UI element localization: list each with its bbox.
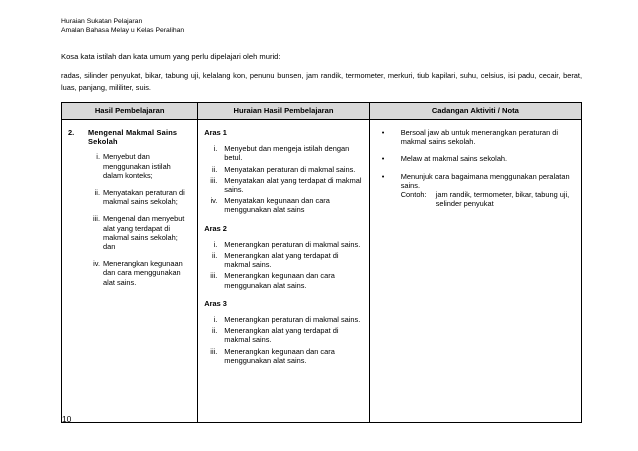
terms-list: radas, silinder penyukat, bikar, tabung uji, kelalang kon, penunu bunsen, jam randik, termometer, merkuri, tiub kapilari, suhu, celsius, isi padu, cecair, berat, luas, panjang, mililiter, suis. xyxy=(61,71,582,92)
col-header-outcomes: Hasil Pembelajaran xyxy=(62,103,198,120)
example-label: Contoh: xyxy=(400,190,427,200)
list-item: i. Menyebut dan mengeja istilah dengan betul. xyxy=(213,144,350,163)
page-number: 10 xyxy=(62,414,72,424)
aras-2-title: Aras 2 xyxy=(204,223,227,233)
col-header-description: Huraian Hasil Pembelajaran xyxy=(198,103,369,120)
example-line xyxy=(401,190,575,208)
list-item: ii. Menerangkan alat yang terdapat di makmal sains. xyxy=(211,326,339,345)
list-item: ii. Menerangkan alat yang terdapat di makmal sains. xyxy=(211,251,339,270)
col-header-activities: Cadangan Aktiviti / Nota xyxy=(369,103,581,120)
aras-3-title: Aras 3 xyxy=(204,298,227,308)
document-header xyxy=(61,17,184,35)
intro-text: Kosa kata istilah dan kata umum yang perlu dipelajari oleh murid: xyxy=(61,52,281,61)
list-item: i. Menyebut dan menggunakan istilah dalam konteks; xyxy=(96,152,171,180)
list-item: • Bersoal jaw ab untuk menerangkan peraturan di makmal sains sekolah. xyxy=(381,128,559,147)
bullet-icon: • xyxy=(381,154,385,164)
section-title: Mengenal Makmal Sains Sekolah xyxy=(88,128,178,147)
list-item: iv. Menerangkan kegunaan dan cara menggunakan alat sains. xyxy=(93,259,183,287)
section-number: 2. xyxy=(68,128,75,137)
list-item: iii. Mengenal dan menyebut alat yang terdapat di makmal sains sekolah; dan xyxy=(93,214,185,252)
table-header-row xyxy=(62,103,582,120)
outcomes-cell xyxy=(62,120,198,423)
header-line-1: Huraian Sukatan Pelajaran xyxy=(61,18,143,25)
list-item: ii. Menyatakan peraturan di makmal sains sekolah; xyxy=(94,188,185,207)
aras-1-title: Aras 1 xyxy=(204,128,227,137)
list-item: iii. Menyatakan alat yang terdapat di makmal sains. xyxy=(210,175,362,195)
list-item: i. Menerangkan peraturan di makmal sains. xyxy=(213,239,361,249)
list-item: iii. Menerangkan kegunaan dan cara menggunakan alat sains. xyxy=(210,271,335,290)
syllabus-table xyxy=(61,102,582,423)
bullet-icon: • xyxy=(381,171,385,181)
header-line-2: Amalan Bahasa Melay u Kelas Peralihan xyxy=(61,27,185,34)
description-cell xyxy=(198,120,369,423)
list-item: iii. Menerangkan kegunaan dan cara menggunakan alat sains. xyxy=(210,346,335,365)
bullet-icon: • xyxy=(381,128,385,137)
list-item: • Menunjuk cara bagaimana menggunakan peralatan sains. Contoh: jam randik, termometer, bikar, tabung uji, selinder penyukat xyxy=(376,172,575,209)
table-row xyxy=(62,120,582,423)
list-item: iv. Menyatakan kegunaan dan cara menggunakan alat sains xyxy=(210,196,330,215)
list-item: ii. Menyatakan peraturan di makmal sains. xyxy=(211,164,356,174)
activities-cell xyxy=(369,120,581,423)
list-item: • Melaw at makmal sains sekolah. xyxy=(381,154,508,164)
aras-2-list xyxy=(204,240,362,290)
aras-1-list xyxy=(204,144,362,214)
example-text: jam randik, termometer, bikar, tabung uji, selinder penyukat xyxy=(435,190,570,209)
list-item: i. Menerangkan peraturan di makmal sains. xyxy=(213,315,361,325)
outcomes-list xyxy=(68,152,191,286)
aras-3-list xyxy=(204,315,362,365)
